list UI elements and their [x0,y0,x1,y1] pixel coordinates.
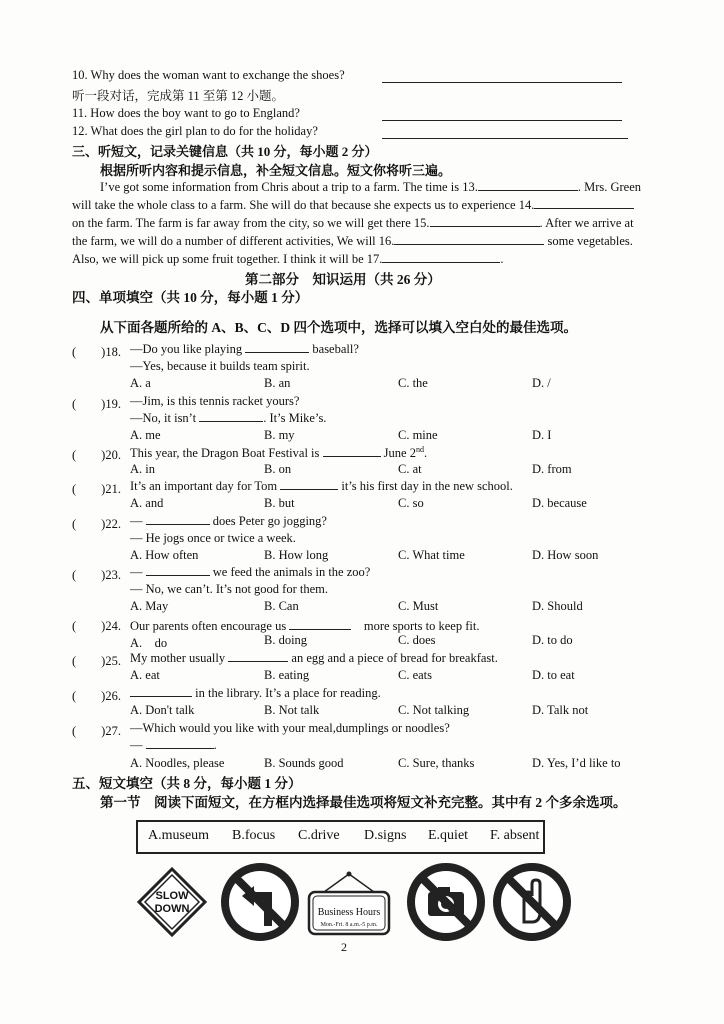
stem-text: an egg and a piece of bread for breakfast. [291,651,498,665]
passage-text: on the farm. The farm is far away from the city, so we will get there 15. [72,216,430,230]
word-option: A.museum [148,828,210,843]
question-21 [72,479,672,513]
answer-paren[interactable]: ( )20. [72,448,121,462]
option-c[interactable]: C. eats [398,668,433,682]
option-a[interactable]: A. Don't talk [130,703,195,717]
down-text: DOWN [154,903,190,915]
option-c[interactable]: C. Must [398,599,439,613]
stem-text: It’s an important day for Tom [130,479,278,493]
page-number: 2 [341,940,347,954]
passage-line-3 [72,216,634,231]
option-c[interactable]: C. at [398,462,422,476]
passage-line-5 [72,252,504,267]
option-c[interactable]: C. mine [398,428,438,442]
answer-line-11[interactable] [382,120,622,121]
section3-title: 三、听短文，记录关键信息（共 10 分，每小题 2 分） [72,144,378,159]
option-c[interactable]: C. Not talking [398,703,470,717]
option-d[interactable]: D. Talk not [532,703,589,717]
stem-text: —Do you like playing [130,342,243,356]
stem-text: — [130,738,143,752]
stem-text: Our parents often encourage us [130,619,287,633]
option-d[interactable]: D. to eat [532,668,575,682]
option-a[interactable]: A. and [130,496,164,510]
option-a[interactable]: A. in [130,462,155,476]
question-18 [72,342,672,390]
question-10: 10. Why does the woman want to exchange the shoes? [72,68,345,82]
answer-paren[interactable]: ( )24. [72,619,121,633]
option-b[interactable]: B. Sounds good [264,756,344,770]
answer-paren[interactable]: ( )18. [72,345,121,359]
option-a[interactable]: A. me [130,428,161,442]
blank [228,661,288,662]
option-d[interactable]: D. because [532,496,587,510]
word-option: F. absent [490,828,540,843]
option-b[interactable]: B. doing [264,633,308,647]
option-c[interactable]: C. does [398,633,436,647]
stem-text: My mother usually [130,651,226,665]
blank [146,575,210,576]
option-d[interactable]: D. I [532,428,552,442]
blank-14[interactable] [534,208,634,209]
option-d[interactable]: D. Should [532,599,583,613]
option-b[interactable]: B. on [264,462,292,476]
blank-15[interactable] [430,226,540,227]
question-26 [72,686,672,720]
blank [323,456,381,457]
answer-paren[interactable]: ( )22. [72,517,121,531]
slow-down-sign-icon [136,866,208,938]
stem-line-2: — No, we can’t. It’s not good for them. [130,582,328,596]
question-12: 12. What does the girl plan to do for the holiday? [72,124,318,138]
option-c[interactable]: C. What time [398,548,465,562]
answer-line-12[interactable] [382,138,628,139]
passage-text: the farm, we will do a number of different activities, We will 16. [72,234,395,248]
stem-text: we feed the animals in the zoo? [212,565,371,579]
ordinal-suffix: nd [415,445,424,454]
business-hours-sign-icon [304,870,394,940]
option-d[interactable]: D. Yes, I’d like to [532,756,621,770]
stem-text: . It’s Mike’s. [263,411,327,425]
stem-text: — [130,565,143,579]
business-hours-text: Business Hours [317,907,381,918]
option-b[interactable]: B. an [264,376,291,390]
answer-paren[interactable]: ( )27. [72,724,121,738]
option-a[interactable]: A. May [130,599,169,613]
option-b[interactable]: B. Not talk [264,703,320,717]
answer-paren[interactable]: ( )19. [72,397,121,411]
question-20 [72,445,672,479]
question-27 [72,721,672,771]
option-a[interactable]: A. a [130,376,151,390]
stem-line-2: —Yes, because it builds team spirit. [130,359,310,373]
question-24 [72,616,672,650]
answer-paren[interactable]: ( )21. [72,482,121,496]
option-c[interactable]: C. the [398,376,428,390]
no-camera-sign-icon [406,862,486,942]
passage-text: will take the whole class to a farm. She will do that because she expects us to experience 14. [72,198,535,212]
blank [245,352,309,353]
section3-instruction: 根据所听内容和提示信息，补全短文信息。短文你将听三遍。 [100,163,452,178]
section4-instruction: 从下面各题所给的 A、B、C、D 四个选项中，选择可以填入空白处的最佳选项。 [100,320,578,335]
blank-16[interactable] [394,244,544,245]
passage-line-4 [72,234,633,249]
option-b[interactable]: B. How long [264,548,329,562]
option-a[interactable]: A. How often [130,548,199,562]
no-left-turn-sign-icon [220,862,300,942]
blank [146,524,210,525]
option-a[interactable]: A. eat [130,668,160,682]
passage-line-1 [100,180,641,195]
stem-text: June 2 [383,446,416,461]
option-d[interactable]: D. to do [532,633,573,647]
blank [146,748,214,749]
stem-text: —Which would you like with your meal,dumplings or noodles? [130,721,450,735]
stem-text: . [423,446,428,461]
option-a[interactable]: A. Noodles, please [130,756,225,770]
question-23 [72,565,672,613]
option-d[interactable]: D. How soon [532,548,599,562]
question-19 [72,394,672,442]
section5-instruction: 第一节 阅读下面短文，在方框内选择最佳选项将短文补充完整。其中有 2 个多余选项。 [100,795,627,810]
passage-text: . After we arrive at [539,216,634,230]
question-22 [72,514,672,562]
answer-paren[interactable]: ( )26. [72,689,121,703]
question-11: 11. How does the boy want to go to England? [72,106,300,120]
stem-text: — [130,514,143,528]
section5-title: 五、短文填空（共 8 分，每小题 1 分） [72,776,302,791]
slow-text: SLOW [155,890,189,902]
blank-17[interactable] [382,262,500,263]
passage-text: some vegetables. [547,234,633,248]
option-a[interactable]: A. do [130,636,168,650]
stem-text: This year, the Dragon Boat Festival is [130,446,320,461]
section4-title: 四、单项填空（共 10 分，每小题 1 分） [72,290,309,305]
option-d[interactable]: D. from [532,462,572,476]
word-option: D.signs [364,828,407,843]
passage-text: Also, we will pick up some fruit together. I think it will be 17. [72,252,383,266]
stem-text: in the library. It’s a place for reading. [195,686,381,700]
question-25 [72,651,672,685]
blank [130,696,192,697]
stem-text: more sports to keep fit. [363,619,480,633]
business-time-text: Mon.-Fri. 8 a.m.-5 p.m. [320,922,378,928]
answer-line-10[interactable] [382,82,622,83]
blank-13[interactable] [478,190,578,191]
passage-line-2 [72,198,634,213]
word-bank [136,820,545,854]
option-b[interactable]: B. eating [264,668,310,682]
stem-text: —Jim, is this tennis racket yours? [130,394,300,408]
option-b[interactable]: B. Can [264,599,299,613]
blank [199,421,263,422]
stem-line-2: — He jogs once or twice a week. [130,531,296,545]
word-option: C.drive [298,828,340,843]
word-option: E.quiet [428,828,469,843]
option-b[interactable]: B. my [264,428,295,442]
passage-text: I’ve got some information from Chris about a trip to a farm. The time is 13. [100,180,478,194]
answer-paren[interactable]: ( )25. [72,654,121,668]
option-c[interactable]: C. so [398,496,424,510]
option-d[interactable]: D. / [532,376,551,390]
option-c[interactable]: C. Sure, thanks [398,756,475,770]
stem-text: . [213,738,217,752]
stem-text: it’s his first day in the new school. [341,479,513,493]
stem-text: does Peter go jogging? [212,514,327,528]
no-touching-sign-icon [492,862,572,942]
blank [280,489,338,490]
passage-text: . Mrs. Green [577,180,642,194]
option-b[interactable]: B. but [264,496,295,510]
word-option: B.focus [232,828,276,843]
stem-text: baseball? [312,342,359,356]
stem-text: —No, it isn’t [130,411,197,425]
passage-text: . [500,252,504,266]
answer-paren[interactable]: ( )23. [72,568,121,582]
part2-title: 第二部分 知识运用（共 26 分） [245,272,441,287]
dialogue-note: 听一段对话，完成第 11 至第 12 小题。 [72,89,285,103]
blank [289,629,351,630]
